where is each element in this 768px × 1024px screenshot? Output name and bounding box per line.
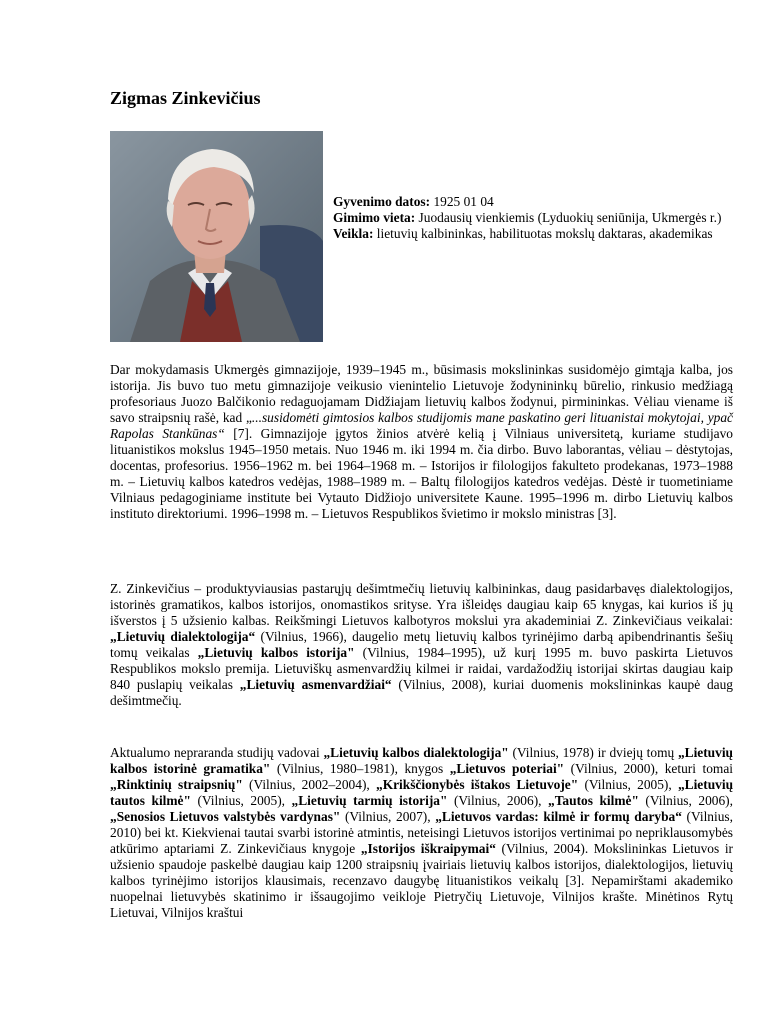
paragraph3-text-9: (Vilnius, 2006),: [638, 793, 733, 808]
paragraph1-quote: ...susidomėti gimtosios kalbos studijomis mane paskatino geri lituanistai mokytojai, ypač Rapolas Stankūnas“: [110, 410, 733, 441]
portrait-photo: [110, 131, 323, 342]
biography-facts: [333, 194, 733, 242]
book-title: „Lietuvos vardas: kilmė ir formų daryba“: [435, 809, 682, 824]
birth-date-label: Gyvenimo datos:: [333, 194, 431, 209]
paragraph2-text-2: (Vilnius, 1966), daugelio metų lietuvių kalbos tyrinėjimo darbą apibendrinantis šešių tomų veikalas: [110, 629, 733, 660]
paragraph1-text-b: [7]. Gimnazijoje įgytos žinios atvėrė kelią į Vilniaus universitetą, kuriame studijavo lituanistikos mokslus 1945–1950 metais. Nuo 1946 m. iki 1994 m. čia dirbo. Buvo laborantas, vėliau – dėstytojas, docentas, profesorius. 1956–1962 m. bei 1964–1968 m. – Istorijos ir filologijos fakulteto prodekanas, 1973–1988 m. – Lietuvių kalbos katedros vedėjas, 1988–1989 m. – Baltų filologijos katedros vedėjas. Dėstė ir tuometiniame Vilniaus pedagoginiame institute bei Vytauto Didžiojo universitete Kaune. 1995–1996 m. dirbo Lietuvių kalbos instituto direktoriumi. 1996–1998 m. – Lietuvos Respublikos švietimo ir mokslo ministras [3].: [110, 426, 734, 521]
portrait-illustration: [110, 131, 323, 342]
book-title: „Tautos kilmė": [548, 793, 639, 808]
page-title: Zigmas Zinkevičius: [110, 88, 261, 108]
paragraph2-text-3: (Vilnius, 1984–1995), už kurį 1995 m. buvo paskirta Lietuvos Respublikos mokslo premija. Lietuviškų asmenvardžių kilmei ir raidai, vardažodžių istorijai skirtas daugiau kaip 840 puslapių veikalas: [110, 645, 733, 692]
birthplace-value: Juodausių vienkiemis (Lyduokių seniūnija, Ukmergės r.): [418, 210, 722, 225]
paragraph3-text-10: (Vilnius, 2007),: [340, 809, 436, 824]
paragraph-works: [110, 581, 733, 709]
birthplace-label: Gimimo vieta:: [333, 210, 416, 225]
book-title: „Krikščionybės ištakos Lietuvoje": [376, 777, 579, 792]
activity-line: [333, 226, 733, 242]
activity-value: lietuvių kalbininkas, habilituotas mokslų daktaras, akademikas: [376, 226, 713, 241]
book-title: „Lietuvių kalbos dialektologija": [323, 745, 509, 760]
book-title: „Istorijos iškraipymai“: [360, 841, 496, 856]
book-title-dialektologija: „Lietuvių dialektologija“: [110, 629, 256, 644]
book-title: „Rinktinių straipsnių": [110, 777, 243, 792]
book-title: „Lietuvos poteriai": [449, 761, 565, 776]
book-title: „Lietuvių kalbos istorinė gramatika": [110, 745, 733, 776]
paragraph2-text-1: Z. Zinkevičius – produktyviausias pastarųjų dešimtmečių lietuvių kalbininkas, daug pasidarbavęs dialektologijos, istorinės gramatikos, kalbos istorijos, onomastikos srityse. Yra išleidęs daugiau kaip 65 knygas, kai kurios iš jų išverstos į 5 užsienio kalbas. Reikšmingi Lietuvos kalbotyros mokslui yra akademiniai Z. Zinkevičiaus veikalai:: [110, 581, 733, 628]
paragraph3-text-6: (Vilnius, 2005),: [578, 777, 678, 792]
book-title: „Lietuvių tarmių istorija": [291, 793, 448, 808]
birthplace-line: [333, 210, 733, 226]
birth-date-value: 1925 01 04: [433, 194, 494, 209]
paragraph3-text-11: (Vilnius, 2010) bei kt. Kiekvienai tautai svarbi istorinė atmintis, neteisingi Lietuvos istorijos vertinimai po nepriklausomybės atkūrimo aptariami Z. Zinkevičiaus knygoje: [110, 809, 733, 856]
book-title: „Lietuvių tautos kilmė": [110, 777, 734, 808]
paragraph3-text-4: (Vilnius, 2000), keturi tomai: [564, 761, 733, 776]
paragraph1-text-a: Dar mokydamasis Ukmergės gimnazijoje, 1939–1945 m., būsimasis mokslininkas susidomėjo gimtąja kalba, jos istorija. Jis buvo tuo metu gimnazijoje veikusio vienintelio Lietuvoje žodynininkų būrelio, rinkusio medžiagą profesoriaus Juozo Balčikonio redaguojamam Didžiajam lietuvių kalbos žodynui, pirmininkas. Vėliau viename iš savo straipsnių rašė, kad „: [110, 362, 733, 425]
activity-label: Veikla:: [333, 226, 374, 241]
book-title-kalbos-istorija: „Lietuvių kalbos istorija": [197, 645, 355, 660]
paragraph3-text-1: Aktualumo nepraranda studijų vadovai: [110, 745, 324, 760]
book-title-asmenvardziai: „Lietuvių asmenvardžiai“: [239, 677, 392, 692]
paragraph3-text-5: (Vilnius, 2002–2004),: [242, 777, 376, 792]
paragraph3-text-2: (Vilnius, 1978) ir dviejų tomų: [508, 745, 678, 760]
paragraph-study-guides: [110, 745, 733, 921]
book-title: „Senosios Lietuvos valstybės vardynas": [110, 809, 341, 824]
paragraph3-text-8: (Vilnius, 2006),: [447, 793, 549, 808]
paragraph3-text-12: (Vilnius, 2004). Mokslininkas Lietuvos ir užsienio spaudoje paskelbė daugiau kaip 1200 straipsnių įvairiais lietuvių kalbos istorijos, dialektologijos, lietuvių kalbos tyrinėjimo istorijos klausimais, recenzavo daugybę lituanistikos veikalų [3]. Nepamirštami akademiko nuopelnai lietuvybės skatinimo ir išsaugojimo veikloje Pietryčių Lietuvoje, Vilnijos krašte. Minėtinos Rytų Lietuvai, Vilnijos kraštui: [110, 841, 733, 920]
paragraph3-text-7: (Vilnius, 2005),: [190, 793, 292, 808]
paragraph-early-life: [110, 362, 733, 522]
paragraph2-text-4: (Vilnius, 2008), kuriai duomenis mokslininkas kaupė daug dešimtmečių.: [110, 677, 733, 708]
paragraph3-text-3: (Vilnius, 1980–1981), knygos: [270, 761, 450, 776]
birth-date-line: [333, 194, 733, 210]
